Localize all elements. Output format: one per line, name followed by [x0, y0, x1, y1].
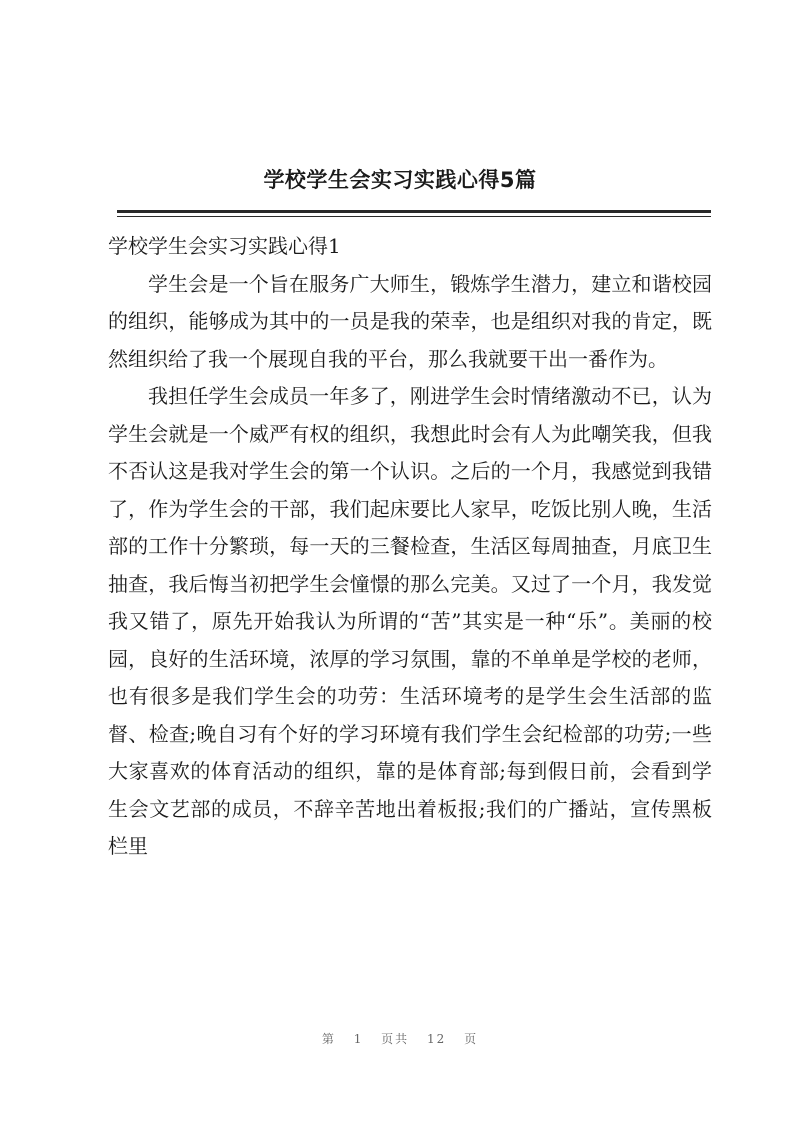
footer-total-pages: 12: [427, 1032, 447, 1046]
title-rule-thick: [117, 210, 711, 213]
footer-middle: 页共: [381, 1032, 410, 1046]
document-body: [108, 228, 712, 866]
document-title: 学校学生会实习实践心得5篇: [263, 168, 537, 192]
paragraph-1: 学生会是一个旨在服务广大师生，锻炼学生潜力，建立和谐校园的组织，能够成为其中的一员是我的荣幸，也是组织对我的肯定，既然组织给了我一个展现自我的平台，那么我就要干出一番作为。: [108, 271, 712, 371]
page-footer: [0, 1030, 800, 1047]
paragraph-2: 我担任学生会成员一年多了，刚进学生会时情绪激动不已，认为学生会就是一个威严有权的组织，我想此时会有人为此嘲笑我，但我不否认这是我对学生会的第一个认识。之后的一个月，我感觉到我错了，作为学生会的干部，我们起床要比人家早，吃饭比别人晚，生活部的工作十分繁琐，每一天的三餐检查，生活区每周抽查，月底卫生抽查，我后悔当初把学生会憧憬的那么完美。又过了一个月，我发觉我又错了，原先开始我认为所谓的“苦”其实是一种“乐”。美丽的校园，良好的生活环境，浓厚的学习氛围，靠的不单单是学校的老师，也有很多是我们学生会的功劳：生活环境考的是学生会生活部的监督、检查;晚自习有个好的学习环境有我们学生会纪检部的功劳;一些大家喜欢的体育活动的组织，靠的是体育部;每到假日前，会看到学生会文艺部的成员，不辞辛苦地出着板报;我们的广播站，宣传黑板栏里: [108, 384, 712, 858]
footer-page-number: 1: [353, 1032, 364, 1046]
footer-prefix: 第: [321, 1032, 336, 1046]
section-heading: 学校学生会实习实践心得1: [108, 234, 341, 258]
title-rule-thin: [117, 216, 711, 217]
footer-suffix: 页: [464, 1032, 479, 1046]
